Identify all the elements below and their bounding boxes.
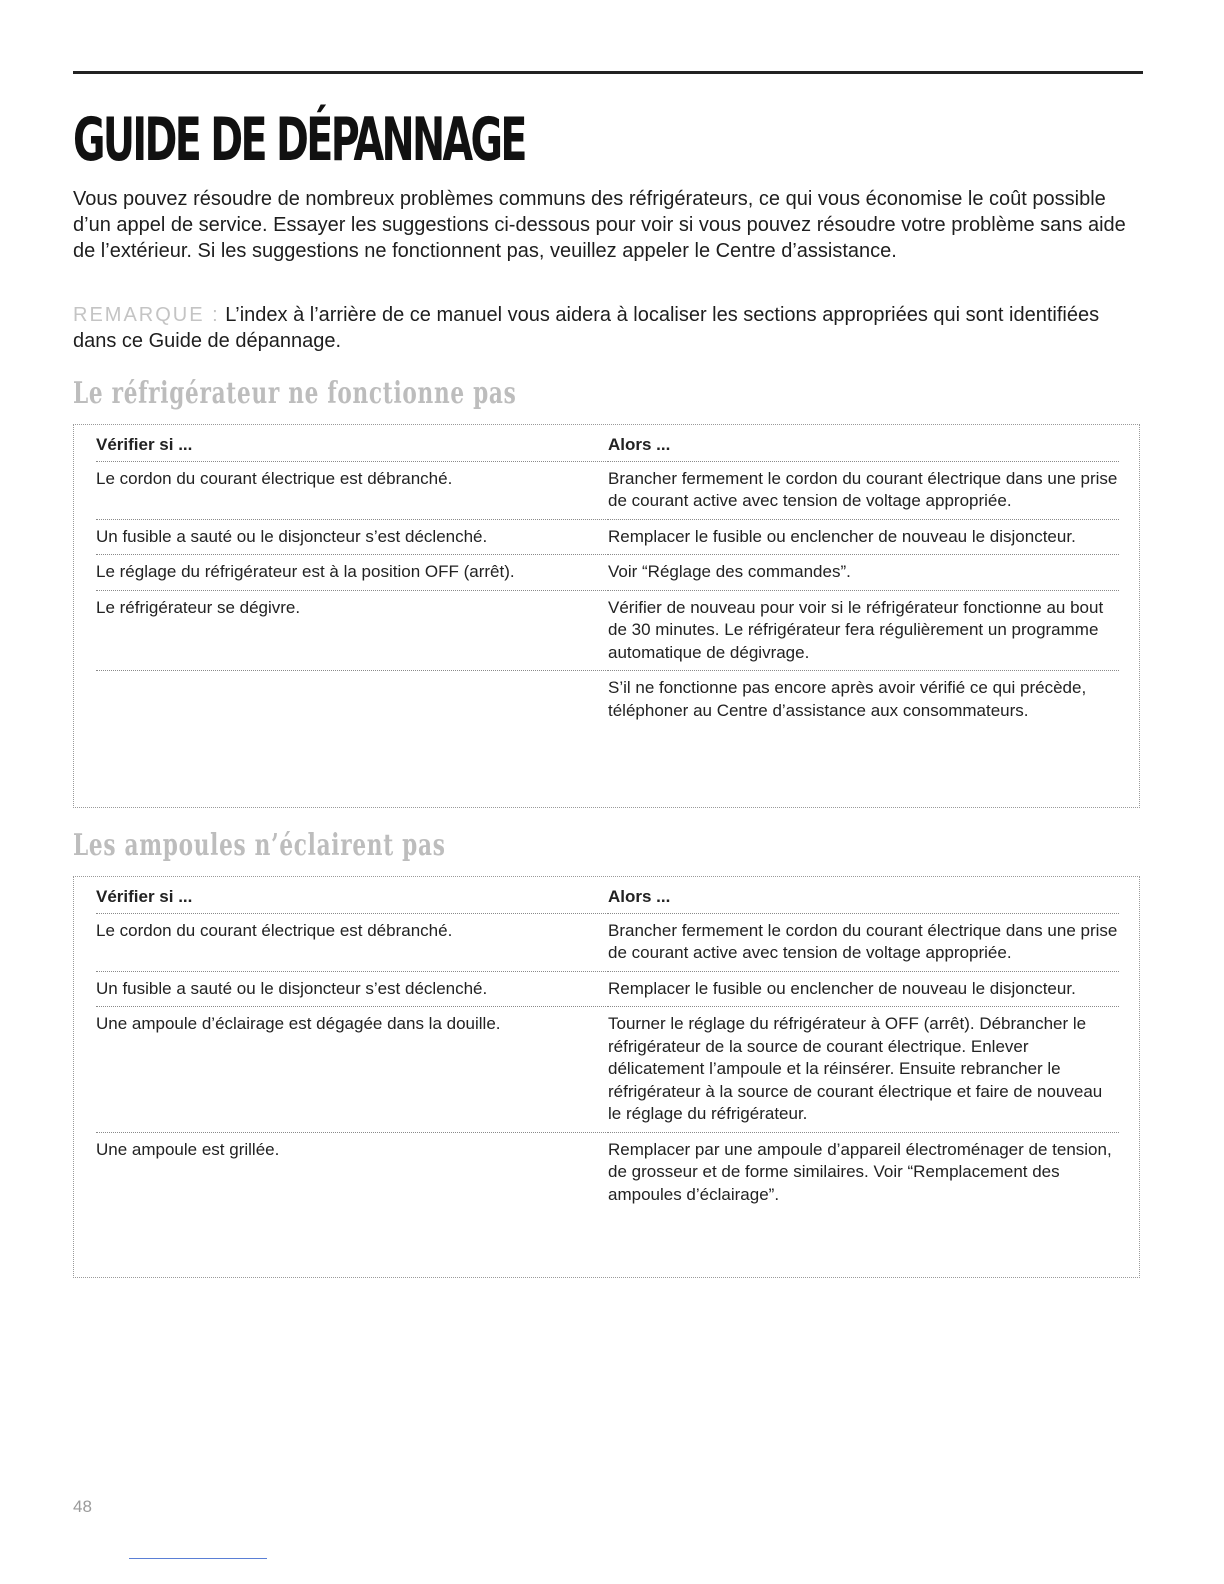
cell-check: Un fusible a sauté ou le disjoncteur s’est déclenché. (96, 519, 608, 555)
cell-then: Remplacer par une ampoule d’appareil électroménager de tension, de grosseur et de forme similaires. Voir “Remplacement des ampoules d’éclairage”. (608, 1139, 1112, 1204)
table-row (96, 590, 1119, 671)
page-title: GUIDE DE DÉPANNAGE (73, 105, 525, 175)
note-label: REMARQUE : (73, 304, 220, 326)
page-number: 48 (73, 1497, 92, 1516)
troubleshooting-table-refrigerator (96, 425, 1119, 728)
cell-then: Tourner le réglage du réfrigérateur à OFF (arrêt). Débrancher le réfrigérateur de la source de courant électrique. Enlever délicatement l’ampoule et la réinsérer. Ensuite rebrancher le réfrigérateur à la source de courant électrique et faire de nouveau le réglage du réfrigérateur. (608, 1007, 1119, 1133)
table-box-lights (73, 876, 1140, 1278)
table-row (96, 461, 1119, 519)
cell-check: Le cordon du courant électrique est débranché. (96, 913, 608, 971)
column-header-then: Alors ... (608, 425, 1119, 461)
column-header-check: Vérifier si ... (96, 877, 608, 913)
cell-check: Le réfrigérateur se dégivre. (96, 590, 608, 671)
cell-check: Le réglage du réfrigérateur est à la position OFF (arrêt). (96, 555, 608, 591)
cell-check: Une ampoule d’éclairage est dégagée dans la douille. (96, 1007, 608, 1133)
top-rule (73, 71, 1143, 74)
cell-then: Brancher fermement le cordon du courant électrique dans une prise de courant active avec tension de voltage appropriée. (608, 461, 1119, 519)
table-row (96, 671, 1119, 729)
bottom-link-line (129, 1558, 267, 1559)
cell-then: Voir “Réglage des commandes”. (608, 555, 1119, 591)
table-header-row (96, 425, 1119, 461)
intro-paragraph: Vous pouvez résoudre de nombreux problèmes communs des réfrigérateurs, ce qui vous économise le coût possible d’un appel de service. Essayer les suggestions ci-dessous pour voir si vous pouvez résoudre votre problème sans aide de l’extérieur. Si les suggestions ne fonctionnent pas, veuillez appeler le Centre d’assistance. (73, 188, 1126, 262)
cell-then: Remplacer le fusible ou enclencher de nouveau le disjoncteur. (608, 519, 1119, 555)
table-row (96, 971, 1119, 1007)
table-row (96, 1007, 1119, 1133)
section-title-refrigerator: Le réfrigérateur ne fonctionne pas (73, 376, 517, 411)
table-row (96, 519, 1119, 555)
cell-then: Vérifier de nouveau pour voir si le réfrigérateur fonctionne au bout de 30 minutes. Le réfrigérateur fera régulièrement un programme automatique de dégivrage. (608, 590, 1119, 671)
cell-check: Un fusible a sauté ou le disjoncteur s’est déclenché. (96, 971, 608, 1007)
table-row (96, 913, 1119, 971)
table-header-row (96, 877, 1119, 913)
table-box-refrigerator (73, 424, 1140, 808)
table-row (96, 555, 1119, 591)
cell-then: S’il ne fonctionne pas encore après avoir vérifié ce qui précède, téléphoner au Centre d’assistance aux consommateurs. (608, 678, 1087, 720)
column-header-check: Vérifier si ... (96, 425, 608, 461)
cell-then: Remplacer le fusible ou enclencher de nouveau le disjoncteur. (608, 971, 1119, 1007)
section-title-lights: Les ampoules n’éclairent pas (73, 828, 446, 863)
table-row (96, 1132, 1119, 1212)
cell-check (96, 671, 608, 729)
cell-check: Le cordon du courant électrique est débranché. (96, 461, 608, 519)
column-header-then: Alors ... (608, 877, 1119, 913)
cell-check: Une ampoule est grillée. (96, 1139, 280, 1159)
troubleshooting-table-lights (96, 877, 1119, 1212)
cell-then: Brancher fermement le cordon du courant électrique dans une prise de courant active avec tension de voltage appropriée. (608, 913, 1119, 971)
note-text: L’index à l’arrière de ce manuel vous aidera à localiser les sections appropriées qui sont identifiées dans ce Guide de dépannage. (73, 304, 1100, 352)
note-paragraph (73, 302, 1133, 354)
